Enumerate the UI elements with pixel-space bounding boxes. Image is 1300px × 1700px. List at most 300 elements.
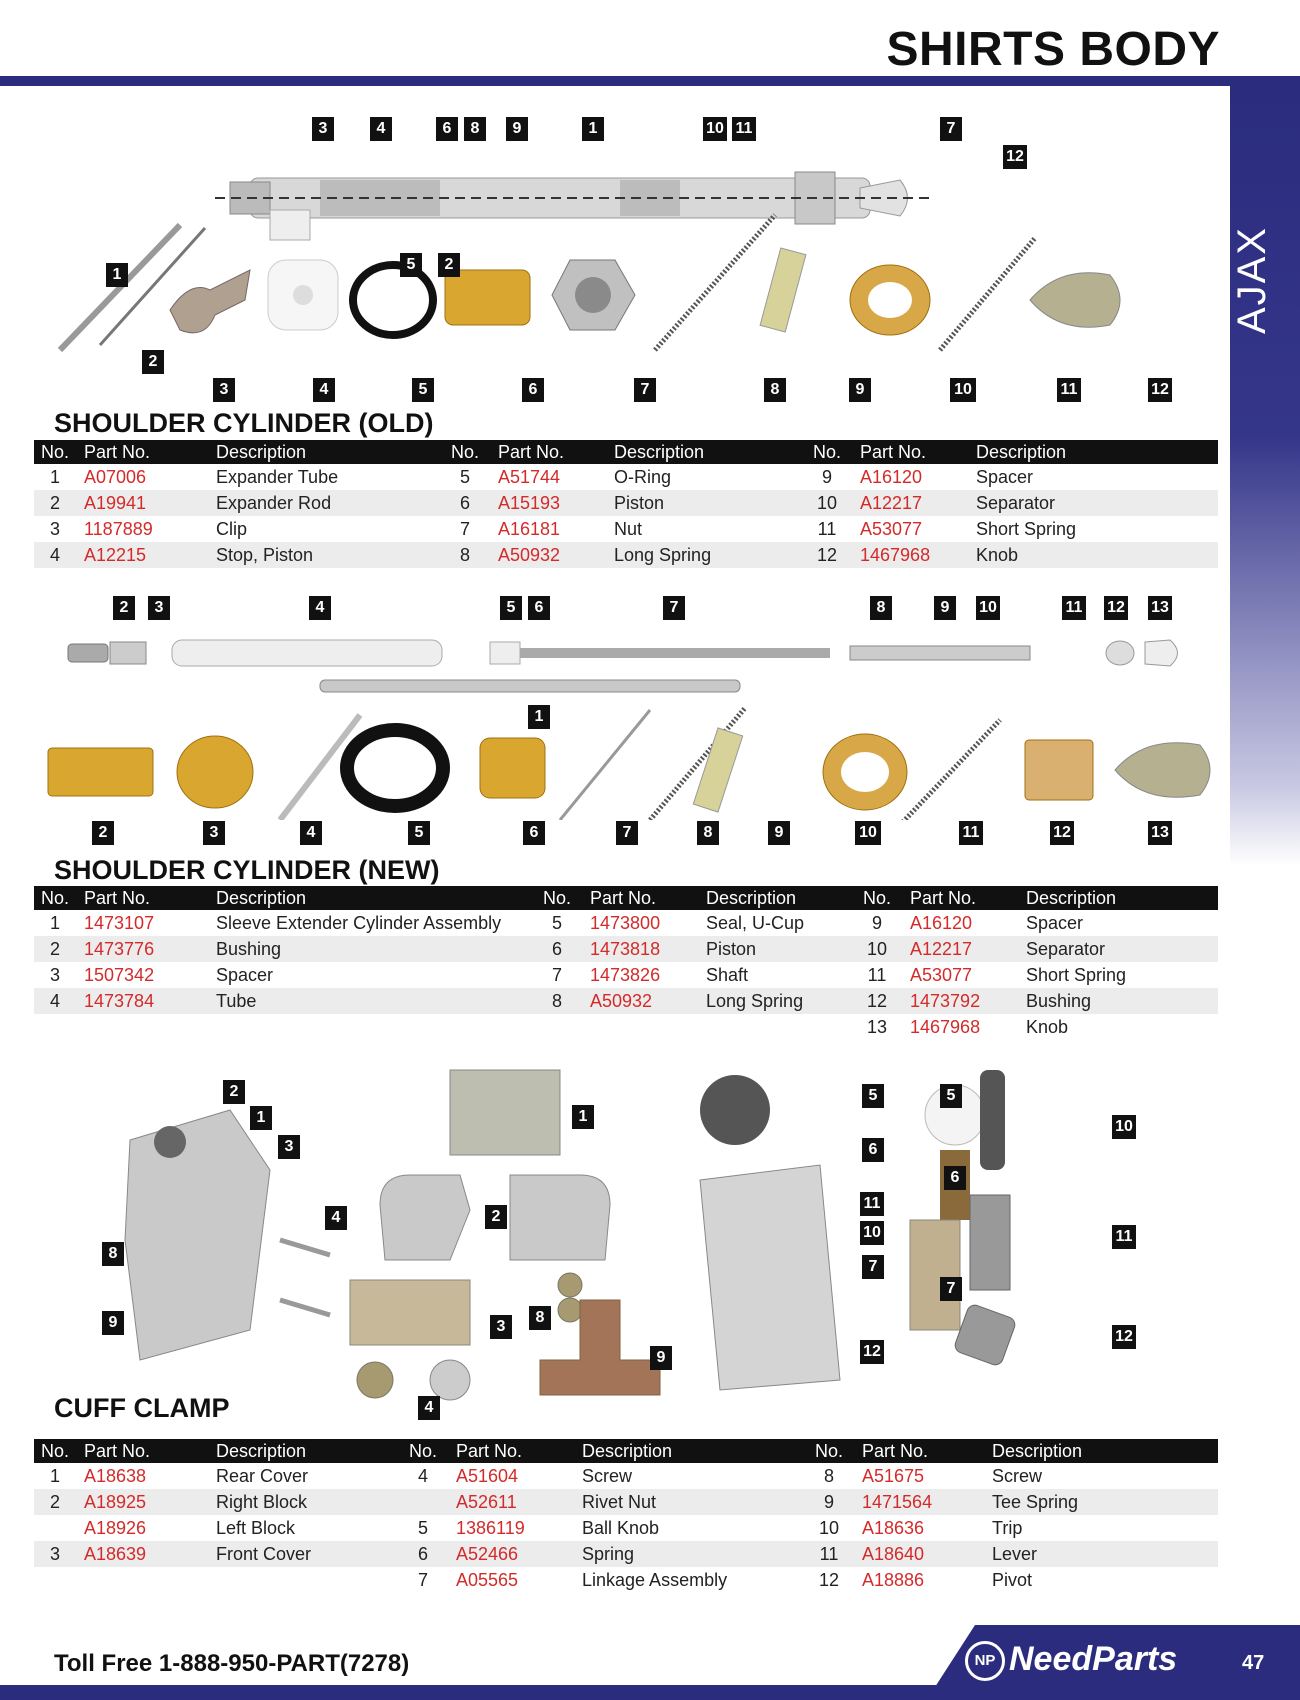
table-header-row	[34, 1439, 1218, 1463]
toll-free-number: Toll Free 1-888-950-PART(7278)	[54, 1650, 410, 1677]
part-number: 1467968	[852, 542, 968, 568]
part-number: A52611	[448, 1489, 574, 1515]
callout-cuff-5b: 5	[940, 1084, 962, 1108]
callout-new-assembly-1: 1	[528, 705, 550, 729]
part-long-spring	[655, 215, 775, 350]
part-description: Clip	[216, 518, 248, 539]
item-no: 7	[459, 518, 470, 539]
part-spacer	[760, 248, 806, 332]
part-description	[208, 1567, 398, 1593]
part-description: Shaft	[706, 964, 749, 985]
item-no: 8	[440, 542, 490, 568]
side-tab-label: AJAX	[1230, 226, 1274, 335]
table-row	[34, 1541, 1218, 1567]
callout-old-assembly-11: 11	[732, 117, 756, 141]
callout-new-13: 13	[1148, 821, 1172, 845]
callout-cuff-9: 9	[102, 1311, 124, 1335]
item-no: 9	[804, 1489, 854, 1515]
part-trip	[980, 1070, 1005, 1170]
part-description: Nut	[614, 518, 643, 539]
new-assembly-piston	[490, 642, 520, 664]
callout-cuff-2: 2	[223, 1080, 245, 1104]
part-rivet-nut	[430, 1360, 470, 1400]
item-no	[398, 1489, 448, 1515]
part-number: A51744	[498, 466, 561, 487]
col-header-part-no: Part No.	[76, 440, 208, 464]
col-header-description: Description	[1018, 886, 1218, 910]
callout-old-assembly-1: 1	[582, 117, 604, 141]
callout-old-assembly-3: 3	[312, 117, 334, 141]
new-assembly-end	[68, 644, 108, 662]
part-number	[76, 1567, 208, 1593]
part-nut-hole	[575, 277, 611, 313]
part-number: A18926	[84, 1517, 147, 1538]
callout-new-8: 8	[697, 821, 719, 845]
item-no: 11	[804, 1541, 854, 1567]
part-description: Piston	[698, 936, 852, 962]
part-number: 1473800	[590, 912, 661, 933]
table-row	[34, 464, 1218, 490]
part-description: Spacer	[216, 964, 274, 985]
callout-old-assembly-8: 8	[464, 117, 486, 141]
callout-new-6: 6	[523, 821, 545, 845]
callout-old-3: 3	[213, 378, 235, 402]
part-number: 1473776	[76, 936, 208, 962]
callout-cuff-12: 12	[860, 1340, 884, 1364]
item-no	[532, 1014, 582, 1040]
side-tab	[1230, 86, 1300, 866]
part-description: Piston	[606, 490, 802, 516]
callout-old-assembly-6: 6	[436, 117, 458, 141]
col-header-part-no: Part No.	[854, 1439, 984, 1463]
callout-old-8: 8	[764, 378, 786, 402]
col-header-part-no: Part No.	[76, 1439, 208, 1463]
cuff-assembly-screw	[280, 1240, 330, 1255]
col-header-no: No.	[802, 440, 852, 464]
part-description: Short Spring	[976, 518, 1077, 539]
part-number: A18925	[76, 1489, 208, 1515]
part-number: A53077	[860, 518, 923, 539]
part-number: A53077	[910, 964, 973, 985]
parts-table-old	[34, 440, 1218, 568]
callout-cuff-5: 5	[862, 1084, 884, 1108]
section-title-cuff: CUFF CLAMP	[54, 1393, 230, 1423]
col-header-part-no: Part No.	[448, 1439, 574, 1463]
logo-text: NeedParts	[1009, 1640, 1178, 1678]
part-number: A51675	[862, 1465, 925, 1486]
item-no: 11	[817, 518, 837, 539]
part-description: Rear Cover	[216, 1465, 309, 1486]
part-clip	[170, 270, 250, 333]
col-header-description: Description	[208, 1439, 398, 1463]
table-row	[34, 1567, 1218, 1593]
callout-old-assembly-7: 7	[940, 117, 962, 141]
item-no: 10	[802, 490, 852, 516]
callout-cuff-6b: 6	[944, 1166, 966, 1190]
part-description: Pivot	[992, 1569, 1033, 1590]
callout-new-7: 7	[616, 821, 638, 845]
part-number: A12217	[902, 936, 1018, 962]
callout-cuff-8: 8	[102, 1242, 124, 1266]
part-spacer-new	[177, 736, 253, 808]
callout-new-3: 3	[203, 821, 225, 845]
part-lever	[970, 1195, 1010, 1290]
item-no: 1	[49, 1465, 60, 1486]
part-description: Lever	[984, 1541, 1218, 1567]
part-right-block	[380, 1175, 470, 1260]
part-description: Tee Spring	[984, 1489, 1218, 1515]
part-screw	[357, 1362, 393, 1398]
callout-old-2: 2	[142, 350, 164, 374]
part-description: Short Spring	[1026, 964, 1127, 985]
item-no: 12	[818, 1569, 840, 1590]
cuff-assembly-screw	[280, 1300, 330, 1315]
callout-cuff-11b: 11	[1112, 1225, 1136, 1249]
item-no: 10	[852, 936, 902, 962]
part-spacer-new-9	[693, 728, 742, 812]
callout-old-6: 6	[522, 378, 544, 402]
new-assembly-knob	[1145, 640, 1178, 666]
callout-old-1: 1	[106, 263, 128, 287]
part-description: Rivet Nut	[574, 1489, 804, 1515]
part-screw-8	[558, 1273, 582, 1297]
part-description	[698, 1014, 852, 1040]
new-cylinder-diagram	[40, 620, 1220, 820]
part-number: 1467968	[910, 1016, 981, 1037]
part-description: Screw	[582, 1465, 633, 1486]
callout-new-assembly-5: 5	[500, 596, 522, 620]
callout-cuff-12b: 12	[1112, 1325, 1136, 1349]
part-description: Linkage Assembly	[582, 1569, 728, 1590]
part-number: A15193	[490, 490, 606, 516]
part-separator-new-hole	[841, 752, 889, 792]
part-number: A50932	[490, 542, 606, 568]
callout-old-9: 9	[849, 378, 871, 402]
callout-new-10: 10	[855, 821, 881, 845]
part-pivot	[953, 1303, 1017, 1367]
item-no: 5	[551, 912, 562, 933]
part-number	[582, 1014, 698, 1040]
callout-new-assembly-8: 8	[870, 596, 892, 620]
item-no: 3	[49, 518, 60, 539]
part-description: Spacer	[1026, 912, 1084, 933]
part-number: A18639	[76, 1541, 208, 1567]
item-no: 3	[49, 964, 60, 985]
item-no: 9	[821, 466, 832, 487]
item-no: 10	[818, 1517, 840, 1538]
item-no: 6	[398, 1541, 448, 1567]
part-number: 1473818	[582, 936, 698, 962]
callout-cuff-7: 7	[862, 1255, 884, 1279]
part-description: Long Spring	[606, 542, 802, 568]
callout-new-assembly-9: 9	[934, 596, 956, 620]
part-front-cover	[350, 1280, 470, 1345]
part-description: Separator	[968, 490, 1218, 516]
callout-old-assembly-10: 10	[703, 117, 727, 141]
item-no: 11	[867, 964, 887, 985]
part-number: 1187889	[84, 518, 153, 539]
col-header-no: No.	[852, 886, 902, 910]
col-header-description: Description	[968, 440, 1218, 464]
col-header-part-no: Part No.	[490, 440, 606, 464]
part-number	[76, 1014, 208, 1040]
table-row	[34, 1515, 1218, 1541]
callout-new-4: 4	[300, 821, 322, 845]
callout-new-assembly-11: 11	[1062, 596, 1086, 620]
table-row	[34, 1489, 1218, 1515]
callout-old-4: 4	[313, 378, 335, 402]
col-header-no: No.	[532, 886, 582, 910]
item-no: 6	[532, 936, 582, 962]
parts-table-cuff	[34, 1439, 1218, 1593]
footer-bar	[0, 1685, 1300, 1700]
callout-new-5: 5	[408, 821, 430, 845]
part-number: A18886	[862, 1569, 925, 1590]
part-number: 1473826	[590, 964, 661, 985]
part-number: A12215	[76, 542, 208, 568]
col-header-no: No.	[440, 440, 490, 464]
callout-new-2: 2	[92, 821, 114, 845]
callout-cuff-3b: 3	[490, 1315, 512, 1339]
needparts-logo	[965, 1640, 1177, 1681]
part-description: Screw	[992, 1465, 1043, 1486]
table-row	[34, 1463, 1218, 1489]
col-header-description: Description	[208, 440, 440, 464]
section-title-old: SHOULDER CYLINDER (OLD)	[54, 408, 434, 438]
item-no: 5	[459, 466, 470, 487]
col-header-description: Description	[984, 1439, 1218, 1463]
table-row	[34, 542, 1218, 568]
part-expander-tube	[60, 225, 180, 350]
part-linkage-assembly	[910, 1220, 960, 1330]
callout-new-assembly-4: 4	[309, 596, 331, 620]
table-header-row	[34, 440, 1218, 464]
col-header-description: Description	[574, 1439, 804, 1463]
item-no	[34, 1515, 76, 1541]
part-description: Knob	[1026, 1016, 1069, 1037]
part-number: A05565	[456, 1569, 519, 1590]
part-description: Expander Tube	[216, 466, 339, 487]
table-row	[34, 962, 1218, 988]
item-no: 12	[852, 988, 902, 1014]
col-header-no: No.	[34, 886, 76, 910]
part-number: A18636	[862, 1517, 925, 1538]
item-no: 2	[34, 1489, 76, 1515]
col-header-part-no: Part No.	[852, 440, 968, 464]
callout-cuff-11: 11	[860, 1192, 884, 1216]
callout-cuff-4b: 4	[418, 1396, 440, 1420]
part-stop-piston-hole	[293, 285, 313, 305]
callout-new-11: 11	[959, 821, 983, 845]
table-row	[34, 490, 1218, 516]
part-number: A16120	[910, 912, 973, 933]
part-number: A16120	[860, 466, 923, 487]
part-description: Trip	[992, 1517, 1023, 1538]
part-screw-8	[558, 1298, 582, 1322]
part-tee-spring	[540, 1300, 660, 1395]
item-no: 7	[551, 964, 562, 985]
item-no: 8	[823, 1465, 834, 1486]
callout-old-assembly-9: 9	[506, 117, 528, 141]
item-no: 4	[417, 1465, 428, 1486]
item-no	[34, 1014, 76, 1040]
item-no: 4	[34, 988, 76, 1014]
part-number: 1471564	[854, 1489, 984, 1515]
callout-cuff-7b: 7	[940, 1277, 962, 1301]
table-row	[34, 910, 1218, 936]
part-number: A18640	[854, 1541, 984, 1567]
part-number: A52466	[448, 1541, 574, 1567]
section-title-new: SHOULDER CYLINDER (NEW)	[54, 855, 440, 885]
part-rear-cover	[450, 1070, 560, 1155]
callout-new-assembly-3: 3	[148, 596, 170, 620]
part-left-block	[510, 1175, 610, 1260]
col-header-part-no: Part No.	[902, 886, 1018, 910]
item-no: 4	[34, 542, 76, 568]
table-header-row	[34, 886, 1218, 910]
callout-cuff-8b: 8	[529, 1306, 551, 1330]
part-number: 1473107	[84, 912, 155, 933]
part-bushing-new-12	[1025, 740, 1093, 800]
old-assembly-clip	[270, 210, 310, 240]
part-short-spring	[940, 238, 1035, 350]
cuff-assembly-body	[125, 1110, 270, 1360]
part-number: 1386119	[456, 1517, 525, 1538]
col-header-no: No.	[804, 1439, 854, 1463]
part-number: A18638	[84, 1465, 147, 1486]
item-no: 6	[440, 490, 490, 516]
part-number: 1473784	[76, 988, 208, 1014]
part-number: A07006	[84, 466, 147, 487]
callout-new-assembly-10: 10	[976, 596, 1000, 620]
item-no: 1	[49, 912, 60, 933]
part-description: O-Ring	[614, 466, 672, 487]
col-header-part-no: Part No.	[582, 886, 698, 910]
item-no: 13	[866, 1016, 888, 1037]
item-no: 7	[417, 1569, 428, 1590]
parts-table-new	[34, 886, 1218, 1040]
callout-new-assembly-7: 7	[663, 596, 685, 620]
part-description: Tube	[208, 988, 532, 1014]
part-knob	[1030, 273, 1120, 327]
part-description: Knob	[968, 542, 1218, 568]
callout-new-12: 12	[1050, 821, 1074, 845]
table-row	[34, 1014, 1218, 1040]
part-ball-knob-assembly	[700, 1075, 770, 1145]
item-no: 3	[34, 1541, 76, 1567]
item-no: 2	[34, 490, 76, 516]
table-row	[34, 516, 1218, 542]
callout-cuff-9b: 9	[650, 1346, 672, 1370]
callout-old-assembly-2: 2	[438, 253, 460, 277]
col-header-no: No.	[398, 1439, 448, 1463]
callout-new-assembly-13: 13	[1148, 596, 1172, 620]
item-no: 2	[34, 936, 76, 962]
item-no: 1	[49, 466, 60, 487]
page-number: 47	[1242, 1652, 1265, 1674]
callout-old-assembly-12: 12	[1003, 145, 1027, 169]
part-description: Ball Knob	[582, 1517, 660, 1538]
page-title: SHIRTS BODY	[886, 23, 1220, 76]
col-header-description: Description	[606, 440, 802, 464]
callout-cuff-1: 1	[250, 1106, 272, 1130]
callout-old-7: 7	[634, 378, 656, 402]
part-number: A19941	[76, 490, 208, 516]
callout-old-assembly-4: 4	[370, 117, 392, 141]
item-no: 5	[417, 1517, 428, 1538]
table-row	[34, 988, 1218, 1014]
part-description: Bushing	[1018, 988, 1218, 1014]
new-full-assembly	[320, 680, 740, 692]
part-number: A12217	[852, 490, 968, 516]
part-description: Stop, Piston	[208, 542, 440, 568]
callout-new-9: 9	[768, 821, 790, 845]
col-header-description: Description	[698, 886, 852, 910]
new-assembly-bushing	[110, 642, 146, 664]
part-number: A51604	[456, 1465, 519, 1486]
part-number: A50932	[582, 988, 698, 1014]
cuff-right-assembly	[700, 1165, 840, 1390]
callout-old-assembly-5: 5	[400, 253, 422, 277]
item-no: 12	[802, 542, 852, 568]
part-piston	[445, 270, 530, 325]
col-header-part-no: Part No.	[76, 886, 208, 910]
callout-cuff-3: 3	[278, 1135, 300, 1159]
callout-new-assembly-12: 12	[1104, 596, 1128, 620]
item-no	[34, 1567, 76, 1593]
header-bar	[0, 76, 1300, 86]
part-description: Sleeve Extender Cylinder Assembly	[216, 912, 502, 933]
item-no: 9	[871, 912, 882, 933]
callout-new-assembly-2: 2	[113, 596, 135, 620]
part-seal-u-cup	[347, 730, 443, 806]
callout-cuff-1b: 1	[572, 1105, 594, 1129]
part-bushing-new	[48, 748, 153, 796]
col-header-description: Description	[208, 886, 532, 910]
part-description: Seal, U-Cup	[706, 912, 805, 933]
callout-new-assembly-6: 6	[528, 596, 550, 620]
part-shaft	[560, 710, 650, 820]
part-description: Front Cover	[208, 1541, 398, 1567]
new-assembly-bushing-end	[1106, 641, 1134, 665]
callout-old-12: 12	[1148, 378, 1172, 402]
np-logo-icon: NP	[965, 1641, 1005, 1681]
old-cylinder-diagram	[40, 110, 1220, 410]
part-number: 1473792	[902, 988, 1018, 1014]
part-knob-new	[1115, 743, 1210, 797]
part-description	[208, 1014, 532, 1040]
part-number: 1507342	[84, 964, 155, 985]
callout-cuff-2b: 2	[485, 1205, 507, 1229]
new-assembly-spring-section	[850, 646, 1030, 660]
callout-cuff-10: 10	[860, 1221, 884, 1245]
cuff-assembly-knob	[154, 1126, 186, 1158]
part-description: Separator	[1018, 936, 1218, 962]
callout-old-11: 11	[1057, 378, 1081, 402]
part-description: Bushing	[208, 936, 532, 962]
part-description: Right Block	[208, 1489, 398, 1515]
part-description: Spring	[574, 1541, 804, 1567]
new-assembly-tube	[172, 640, 442, 666]
item-no: 8	[532, 988, 582, 1014]
callout-cuff-10b: 10	[1112, 1115, 1136, 1139]
col-header-no: No.	[34, 440, 76, 464]
part-description: Expander Rod	[208, 490, 440, 516]
part-description: Left Block	[216, 1517, 296, 1538]
part-piston-new	[480, 738, 545, 798]
part-description: Spacer	[976, 466, 1034, 487]
part-short-spring-new	[900, 720, 1000, 820]
